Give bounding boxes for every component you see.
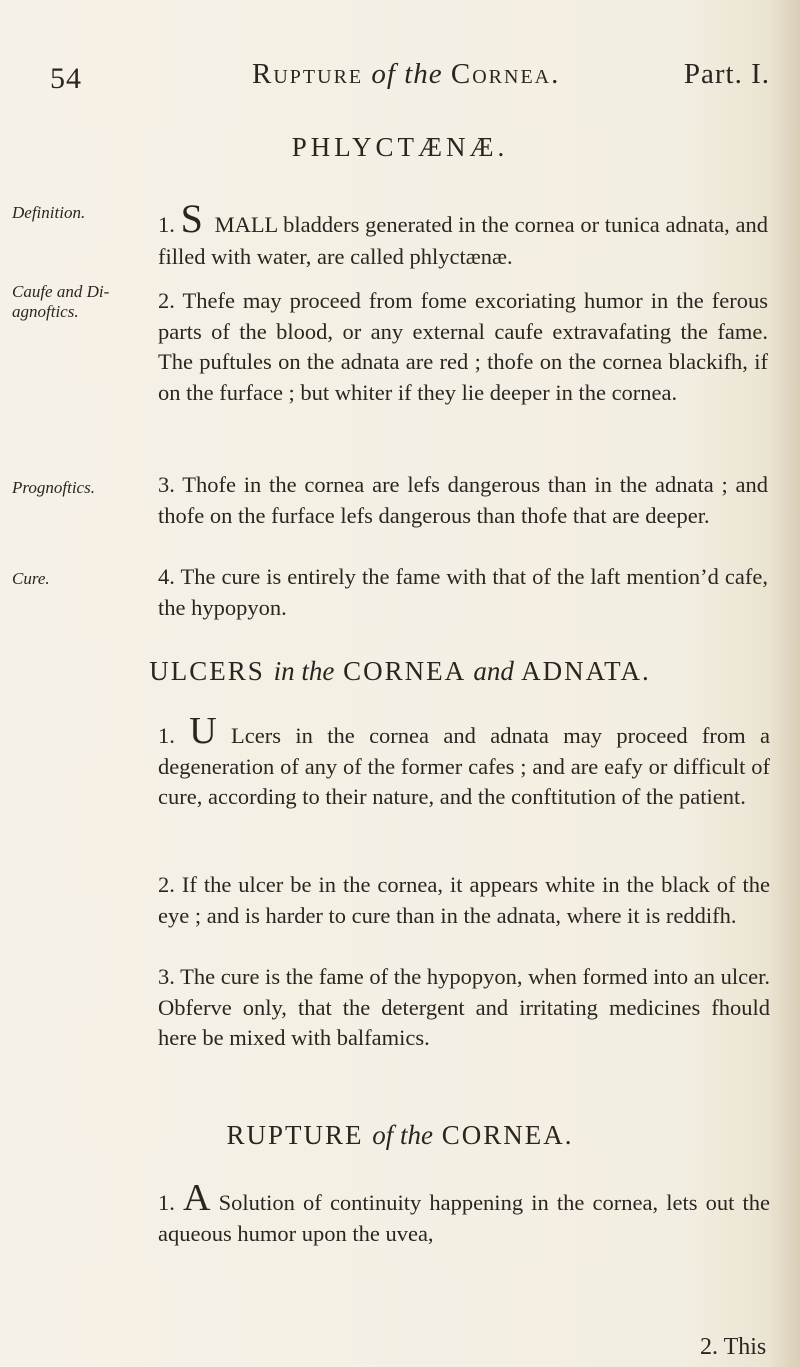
- margin-note-cause-2: agnoftics.: [12, 302, 79, 321]
- paragraph-ulcers-1: [158, 710, 770, 813]
- margin-note-cure: Cure.: [12, 569, 50, 588]
- paragraph-number: 1.: [158, 1190, 175, 1215]
- drop-cap: A: [183, 1177, 211, 1219]
- drop-cap: U: [189, 710, 217, 752]
- paragraph-ulcers-2: 2. If the ulcer be in the cornea, it appears white in the black of the eye ; and is harder to cure than in the adnata, where it is reddifh.: [158, 872, 770, 928]
- paragraph-text: Solution of continuity happening in the cornea, lets out the aqueous humor upon the uvea,: [158, 1190, 771, 1246]
- paragraph-phlyctaenae-1: [158, 196, 768, 273]
- title-in-the: in the: [273, 656, 335, 686]
- part-label: Part. I.: [683, 58, 770, 90]
- running-title-cornea: Cornea.: [450, 58, 561, 90]
- title-rupture: RUPTURE: [226, 1120, 364, 1150]
- paragraph-phlyctaenae-2: 2. Thefe may proceed from fome excoriating humor in the ferous parts of the blood, or any external caufe extravafating the fame. The puftules on the adnata are red ; thofe on the cornea blackifh, if on the furface ; but whiter if they lie deeper in the cornea.: [158, 288, 768, 405]
- margin-note-prognostics: Prognoftics.: [12, 478, 95, 497]
- title-of-the: of the: [372, 1120, 433, 1150]
- page-number: 54: [50, 62, 82, 95]
- title-ulcers: ULCERS: [149, 656, 265, 686]
- margin-note-definition: Definition.: [12, 203, 86, 222]
- drop-cap: S: [180, 196, 203, 241]
- title-adnata: ADNATA.: [521, 656, 651, 686]
- running-title: [252, 58, 560, 91]
- title-cornea: CORNEA: [343, 656, 465, 686]
- margin-note-cause-1: Caufe and Di-: [12, 282, 110, 301]
- paragraph-rupture-1: [158, 1177, 771, 1249]
- section-title-ulcers: [0, 656, 800, 687]
- paragraph-number: 1.: [158, 212, 175, 237]
- paragraph-text: Lcers in the cornea and adnata may proceed from a degeneration of any of the former cafes ; and are eafy or difficult of cure, according to their nature, and the conftitution of the patient.: [158, 723, 770, 809]
- section-title-rupture: [0, 1120, 800, 1151]
- title-and: and: [473, 656, 514, 686]
- title-cornea: CORNEA.: [441, 1120, 574, 1150]
- section-title-phlyctaenae: PHLYCTÆNÆ.: [291, 132, 509, 162]
- paragraph-number: 1.: [158, 723, 175, 748]
- paragraph-text: MALL bladders generated in the cornea or tunica adnata, and filled with water, are called phlyctænæ.: [158, 212, 769, 269]
- running-title-of-the: of the: [371, 58, 443, 90]
- paragraph-phlyctaenae-3: 3. Thofe in the cornea are lefs dangerous than in the adnata ; and thofe on the furface lefs dangerous than thofe that are deeper.: [158, 472, 768, 528]
- paragraph-ulcers-3: 3. The cure is the fame of the hypopyon, when formed into an ulcer. Obferve only, that the detergent and irritating medicines fhould here be mixed with balfamics.: [158, 964, 770, 1050]
- running-header: [50, 58, 770, 98]
- running-title-rupture: Rupture: [252, 58, 364, 90]
- catchword: 2. This: [700, 1334, 767, 1360]
- paragraph-phlyctaenae-4: 4. The cure is entirely the fame with that of the laft mention’d cafe, the hypopyon.: [158, 564, 768, 620]
